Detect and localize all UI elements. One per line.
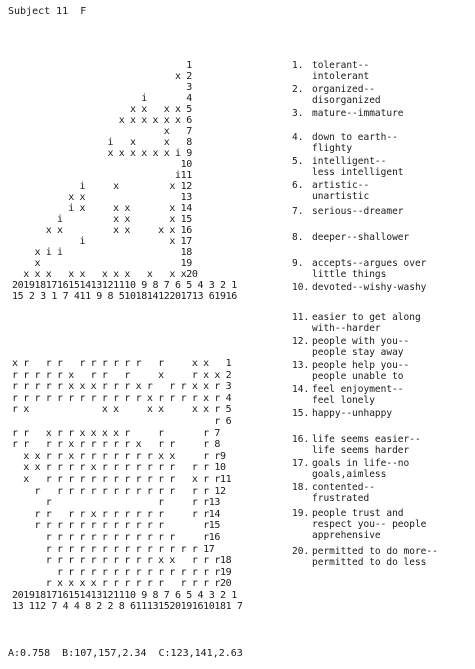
legend-label: permitted to do more-- permitted to do less: [312, 546, 438, 568]
top-grid-row: 15 2 3 1 7 411 9 8 510181412201713 61916: [12, 291, 237, 302]
legend-label: artistic-- unartistic: [312, 180, 370, 202]
bottom-grid-row: r r r r x r r r r r x r r r 8: [12, 439, 220, 451]
top-grid-row: x x x x x x i 9: [12, 148, 192, 159]
bottom-grid-row: r r r r r r r r r r r r r16: [12, 531, 220, 543]
top-grid-row: i x x x x 14: [12, 203, 192, 214]
legend-label: feel enjoyment-- feel lonely: [312, 384, 404, 406]
legend-label: deeper--shallower: [312, 232, 410, 243]
bottom-grid-row: r x x x x x x x r 5: [12, 404, 232, 416]
legend-number: 1.: [292, 60, 304, 71]
legend-number: 17.: [292, 458, 310, 469]
legend-number: 12.: [292, 336, 310, 347]
legend-label: goals in life--no goals,aimless: [312, 458, 410, 480]
legend-number: 3.: [292, 108, 304, 119]
legend-label: people help you-- people unable to: [312, 360, 410, 382]
top-grid-row: i 4: [12, 93, 192, 104]
legend-label: people trust and respect you-- people apprehensive: [312, 508, 427, 541]
top-grid-row: x 19: [12, 258, 192, 269]
bottom-grid-row: 2019181716151413121110 9 8 7 6 5 4 3 2 1: [12, 589, 237, 601]
bottom-grid-row: x r r r r r r r r r r x x 1: [12, 358, 232, 369]
bottom-grid-row: r r r r r r r r r r r r x r r r r x r 4: [12, 392, 232, 404]
top-grid-row: x x x x x x 16: [12, 225, 192, 236]
legend-label: happy--unhappy: [312, 408, 393, 419]
bottom-scatter-grid: [12, 358, 242, 613]
top-grid-row: x i i 18: [12, 247, 192, 258]
bottom-grid-row: r r r r r r r r r r r r r r r19: [12, 566, 232, 578]
legend-label: organized-- disorganized: [312, 84, 381, 106]
legend-label: intelligent-- less intelligent: [312, 156, 404, 178]
top-grid-row: 10: [12, 159, 192, 170]
top-grid-row: i11: [12, 170, 192, 181]
bottom-grid-row: 13 112 7 4 4 8 2 2 8 611131520191610181 7: [12, 601, 243, 613]
legend-number: 18.: [292, 482, 310, 493]
legend-number: 11.: [292, 312, 310, 323]
legend-number: 2.: [292, 84, 304, 95]
top-grid-row: i x x 8: [12, 137, 192, 148]
bottom-grid-row: r r r r r r r r r r r r r r 12: [12, 485, 226, 497]
legend-label: easier to get along with--harder: [312, 312, 421, 334]
legend-label: accepts--argues over little things: [312, 258, 427, 280]
bottom-grid-row: r 6: [12, 415, 232, 427]
legend-number: 19.: [292, 508, 310, 519]
legend-number: 9.: [292, 258, 304, 269]
bottom-grid-row: r r r r r r r r r r x x r r r18: [12, 555, 232, 567]
bottom-grid-row: r r x r r x x x x r r r 7: [12, 427, 220, 439]
top-grid-row: 3: [12, 82, 192, 93]
top-grid-row: 2019181716151413121110 9 8 7 6 5 4 3 2 1: [12, 280, 237, 291]
bottom-grid-row: r r r r r x x x r r r x r r r x x r 3: [12, 381, 232, 393]
legend-number: 6.: [292, 180, 304, 191]
legend-label: contented-- frustrated: [312, 482, 375, 504]
legend-number: 20.: [292, 546, 310, 557]
legend-label: down to earth-- flighty: [312, 132, 398, 154]
bottom-grid-row: r r r r r r r r r r r r r15: [12, 520, 220, 532]
bottom-grid-row: r x x x x r r r r r r r r r r20: [12, 578, 232, 590]
legend-number: 4.: [292, 132, 304, 143]
bottom-grid-row: x r r r r r r r r r r r r x r r11: [12, 473, 232, 485]
top-grid-row: i x x 12: [12, 181, 192, 192]
legend-number: 10.: [292, 282, 310, 293]
bottom-grid-row: r r r r x r r r r r r r r14: [12, 508, 220, 520]
legend-number: 14.: [292, 384, 310, 395]
legend-label: devoted--wishy-washy: [312, 282, 427, 293]
subject-title: Subject 11 F: [8, 6, 87, 17]
top-grid-row: x x x x 5: [12, 104, 192, 115]
legend-number: 7.: [292, 206, 304, 217]
bottom-grid-row: r r r r r x r r r x r x x 2: [12, 369, 232, 381]
top-grid-row: x 7: [12, 126, 192, 137]
legend-label: life seems easier-- life seems harder: [312, 434, 421, 456]
legend-number: 16.: [292, 434, 310, 445]
legend-label: serious--dreamer: [312, 206, 404, 217]
score-footer: A:0.758 B:107,157,2.34 C:123,141,2.63: [8, 648, 243, 659]
top-grid-row: x 2: [12, 71, 192, 82]
legend-number: 15.: [292, 408, 310, 419]
legend-number: 13.: [292, 360, 310, 371]
legend-label: people with you-- people stay away: [312, 336, 410, 358]
top-grid-row: i x 17: [12, 236, 192, 247]
top-grid-row: x x 13: [12, 192, 192, 203]
top-grid-row: 1: [12, 60, 192, 71]
top-scatter-grid: [12, 60, 237, 302]
legend-number: 8.: [292, 232, 304, 243]
legend-label: tolerant-- intolerant: [312, 60, 370, 82]
legend-number: 5.: [292, 156, 304, 167]
top-grid-row: i x x x 15: [12, 214, 192, 225]
top-grid-row: x x x x x x x x x x x20: [12, 269, 198, 280]
legend-label: mature--immature: [312, 108, 404, 119]
bottom-grid-row: x x r r r r x r r r r r r r r r 10: [12, 462, 226, 474]
bottom-grid-row: r r r r r r r r r r r r r r 17: [12, 543, 215, 555]
bottom-grid-row: x x r r x r r r r r r r x x r r9: [12, 450, 226, 462]
top-grid-row: x x x x x x 6: [12, 115, 192, 126]
bottom-grid-row: r r r r13: [12, 497, 220, 509]
